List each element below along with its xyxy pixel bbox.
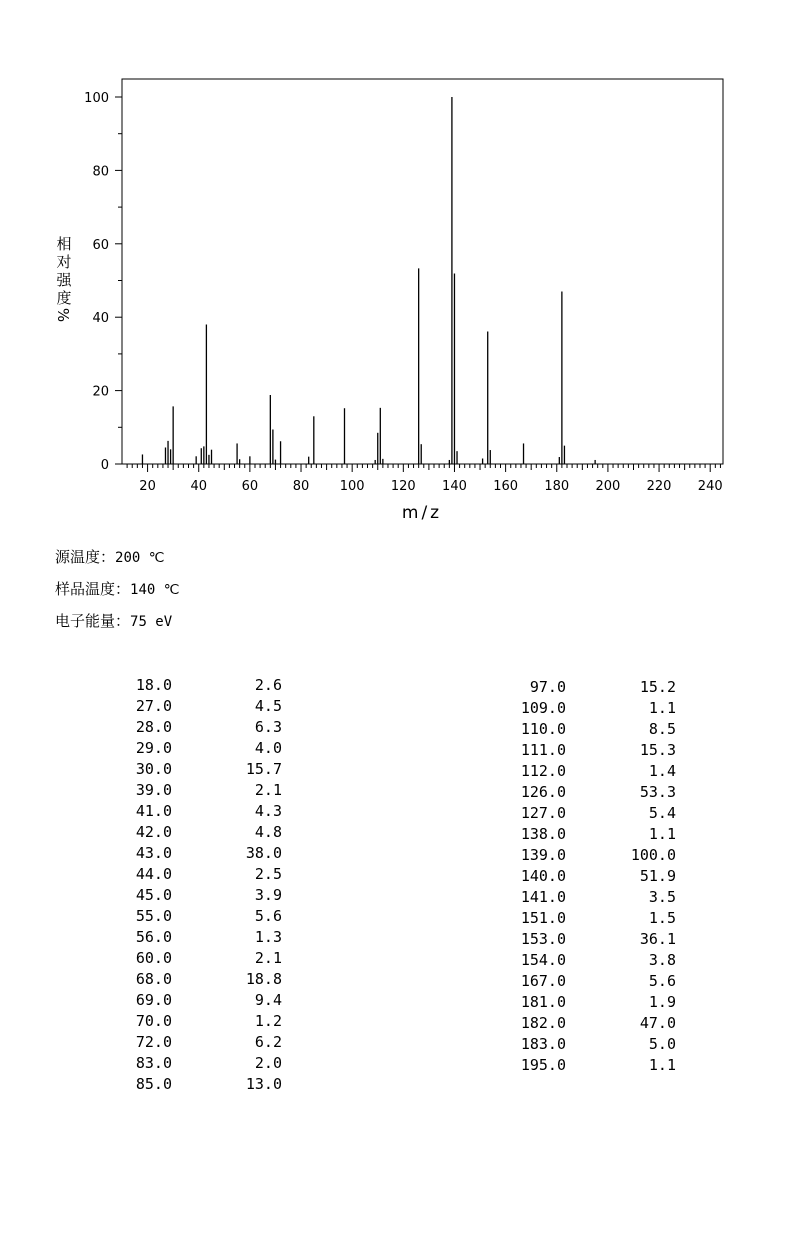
mz-value: 126.0 xyxy=(520,783,566,801)
table-row xyxy=(100,928,282,949)
mz-value: 111.0 xyxy=(520,741,566,759)
intensity-value: 3.8 xyxy=(648,951,676,969)
mz-value: 70.0 xyxy=(135,1012,172,1030)
table-row xyxy=(100,760,282,781)
table-row xyxy=(480,1056,676,1077)
intensity-value: 38.0 xyxy=(245,844,282,862)
intensity-value: 53.3 xyxy=(639,783,676,801)
intensity-value: 36.1 xyxy=(639,930,676,948)
y-tick-label: 60 xyxy=(92,237,109,253)
intensity-value: 5.0 xyxy=(648,1035,676,1053)
mz-value: 97.0 xyxy=(529,678,566,696)
y-axis-title xyxy=(54,235,72,322)
mz-value: 141.0 xyxy=(520,888,566,906)
intensity-value: 1.5 xyxy=(648,909,676,927)
intensity-value: 2.0 xyxy=(254,1054,282,1072)
intensity-value: 4.5 xyxy=(254,697,282,715)
y-axis-title-char: 度 xyxy=(56,289,72,307)
x-tick-label: 160 xyxy=(493,479,519,494)
mz-value: 68.0 xyxy=(135,970,172,988)
table-row xyxy=(480,909,676,930)
y-axis-title-char: 相 xyxy=(56,235,72,253)
mz-value: 139.0 xyxy=(520,846,566,864)
x-tick-label: 140 xyxy=(442,479,467,494)
intensity-value: 15.7 xyxy=(245,760,282,778)
intensity-value: 9.4 xyxy=(254,991,282,1009)
intensity-value: 51.9 xyxy=(639,867,676,885)
table-row xyxy=(480,993,676,1014)
table-row xyxy=(100,970,282,991)
mz-value: 109.0 xyxy=(520,699,566,717)
mz-value: 72.0 xyxy=(135,1033,172,1051)
x-tick-label: 20 xyxy=(139,479,156,494)
sample-temperature xyxy=(55,578,179,599)
mz-value: 112.0 xyxy=(520,762,566,780)
sample-temperature-value: 140 ℃ xyxy=(130,582,180,598)
table-row xyxy=(100,739,282,760)
source-temperature xyxy=(55,546,164,567)
table-row xyxy=(480,867,676,888)
intensity-value: 3.5 xyxy=(648,888,676,906)
intensity-value: 1.1 xyxy=(648,699,676,717)
table-row xyxy=(100,802,282,823)
intensity-value: 2.6 xyxy=(254,676,282,694)
intensity-value: 4.3 xyxy=(254,802,282,820)
table-row xyxy=(100,949,282,970)
table-row xyxy=(480,804,676,825)
x-axis-title: m/z xyxy=(401,503,443,523)
intensity-value: 18.8 xyxy=(245,970,282,988)
table-row xyxy=(480,951,676,972)
x-tick-label: 200 xyxy=(595,479,621,494)
x-axis xyxy=(127,464,723,494)
mz-value: 45.0 xyxy=(135,886,172,904)
electron-energy-label: 电子能量： xyxy=(55,612,131,630)
table-row xyxy=(100,886,282,907)
table-row xyxy=(480,930,676,951)
mz-value: 39.0 xyxy=(135,781,172,799)
source-temperature-value: 200 ℃ xyxy=(115,550,165,566)
intensity-value: 1.4 xyxy=(648,762,676,780)
mz-value: 127.0 xyxy=(520,804,566,822)
electron-energy-value: 75 eV xyxy=(130,614,173,630)
mz-value: 153.0 xyxy=(520,930,566,948)
table-row xyxy=(100,1033,282,1054)
table-row xyxy=(100,991,282,1012)
intensity-value: 15.3 xyxy=(639,741,676,759)
intensity-value: 1.3 xyxy=(254,928,282,946)
table-row xyxy=(480,783,676,804)
table-row xyxy=(480,1035,676,1056)
intensity-value: 5.6 xyxy=(648,972,676,990)
electron-energy xyxy=(55,610,172,631)
table-row xyxy=(480,972,676,993)
mz-value: 69.0 xyxy=(135,991,172,1009)
intensity-value: 2.1 xyxy=(254,949,282,967)
mz-value: 56.0 xyxy=(135,928,172,946)
mz-value: 28.0 xyxy=(135,718,172,736)
table-row xyxy=(480,888,676,909)
x-tick-label: 240 xyxy=(697,479,723,494)
intensity-value: 1.1 xyxy=(648,825,676,843)
table-row xyxy=(480,825,676,846)
mz-value: 154.0 xyxy=(520,951,566,969)
intensity-value: 5.4 xyxy=(648,804,676,822)
table-row xyxy=(480,762,676,783)
source-temperature-label: 源温度： xyxy=(55,548,116,566)
table-row xyxy=(100,718,282,739)
y-tick-label: 0 xyxy=(100,458,109,473)
mz-value: 83.0 xyxy=(135,1054,172,1072)
intensity-value: 6.3 xyxy=(254,718,282,736)
intensity-value: 8.5 xyxy=(648,720,676,738)
x-tick-label: 220 xyxy=(646,479,672,494)
intensity-value: 5.6 xyxy=(254,907,282,925)
intensity-value: 1.9 xyxy=(648,993,676,1011)
intensity-value: 3.9 xyxy=(254,886,282,904)
mz-value: 167.0 xyxy=(520,972,566,990)
y-tick-label: 80 xyxy=(92,164,109,180)
intensity-value: 100.0 xyxy=(630,846,676,864)
mz-value: 195.0 xyxy=(520,1056,566,1074)
y-axis-title-char: % xyxy=(54,307,72,323)
mass-spectrum-chart xyxy=(0,0,794,530)
table-row xyxy=(480,741,676,762)
table-row xyxy=(480,1014,676,1035)
table-row xyxy=(100,907,282,928)
peak-table-left xyxy=(100,676,282,1096)
mz-value: 18.0 xyxy=(135,676,172,694)
y-tick-label: 40 xyxy=(92,311,109,327)
table-row xyxy=(480,678,676,699)
intensity-value: 6.2 xyxy=(254,1033,282,1051)
table-row xyxy=(100,823,282,844)
mz-value: 151.0 xyxy=(520,909,566,927)
mz-value: 182.0 xyxy=(520,1014,566,1032)
mz-value: 60.0 xyxy=(135,949,172,967)
table-row xyxy=(100,865,282,886)
intensity-value: 13.0 xyxy=(245,1075,282,1093)
table-row xyxy=(100,1075,282,1096)
mz-value: 183.0 xyxy=(520,1035,566,1053)
mz-value: 43.0 xyxy=(135,844,172,862)
y-tick-label: 100 xyxy=(84,91,109,106)
mz-value: 110.0 xyxy=(520,720,566,738)
intensity-value: 4.0 xyxy=(254,739,282,757)
mz-value: 181.0 xyxy=(520,993,566,1011)
mz-value: 29.0 xyxy=(135,739,172,757)
intensity-value: 2.1 xyxy=(254,781,282,799)
intensity-value: 1.1 xyxy=(648,1056,676,1074)
x-tick-label: 40 xyxy=(190,479,207,494)
mz-value: 138.0 xyxy=(520,825,566,843)
table-row xyxy=(100,844,282,865)
table-row xyxy=(100,1012,282,1033)
mz-value: 140.0 xyxy=(520,867,566,885)
mz-value: 44.0 xyxy=(135,865,172,883)
x-tick-label: 80 xyxy=(292,479,310,494)
mz-value: 30.0 xyxy=(135,760,172,778)
peaks xyxy=(142,97,595,464)
table-row xyxy=(480,699,676,720)
mz-value: 27.0 xyxy=(135,697,172,715)
mz-value: 85.0 xyxy=(135,1075,172,1093)
intensity-value: 4.8 xyxy=(254,823,282,841)
y-tick-label: 20 xyxy=(92,384,109,400)
mz-value: 55.0 xyxy=(135,907,172,925)
sample-temperature-label: 样品温度： xyxy=(55,580,131,598)
table-row xyxy=(100,697,282,718)
intensity-value: 2.5 xyxy=(254,865,282,883)
x-tick-label: 180 xyxy=(544,479,570,494)
x-tick-label: 100 xyxy=(339,479,365,494)
table-row xyxy=(100,676,282,697)
y-axis xyxy=(84,91,122,473)
intensity-value: 15.2 xyxy=(639,678,676,696)
plot-frame xyxy=(122,79,723,464)
y-axis-title-char: 强 xyxy=(56,271,72,289)
x-tick-label: 120 xyxy=(390,479,416,494)
table-row xyxy=(480,720,676,741)
table-row xyxy=(100,1054,282,1075)
intensity-value: 1.2 xyxy=(254,1012,282,1030)
y-axis-title-char: 对 xyxy=(56,253,72,271)
mz-value: 41.0 xyxy=(135,802,172,820)
table-row xyxy=(480,846,676,867)
table-row xyxy=(100,781,282,802)
x-tick-label: 60 xyxy=(241,479,259,494)
mz-value: 42.0 xyxy=(135,823,172,841)
intensity-value: 47.0 xyxy=(639,1014,676,1032)
peak-table-right xyxy=(480,678,676,1077)
